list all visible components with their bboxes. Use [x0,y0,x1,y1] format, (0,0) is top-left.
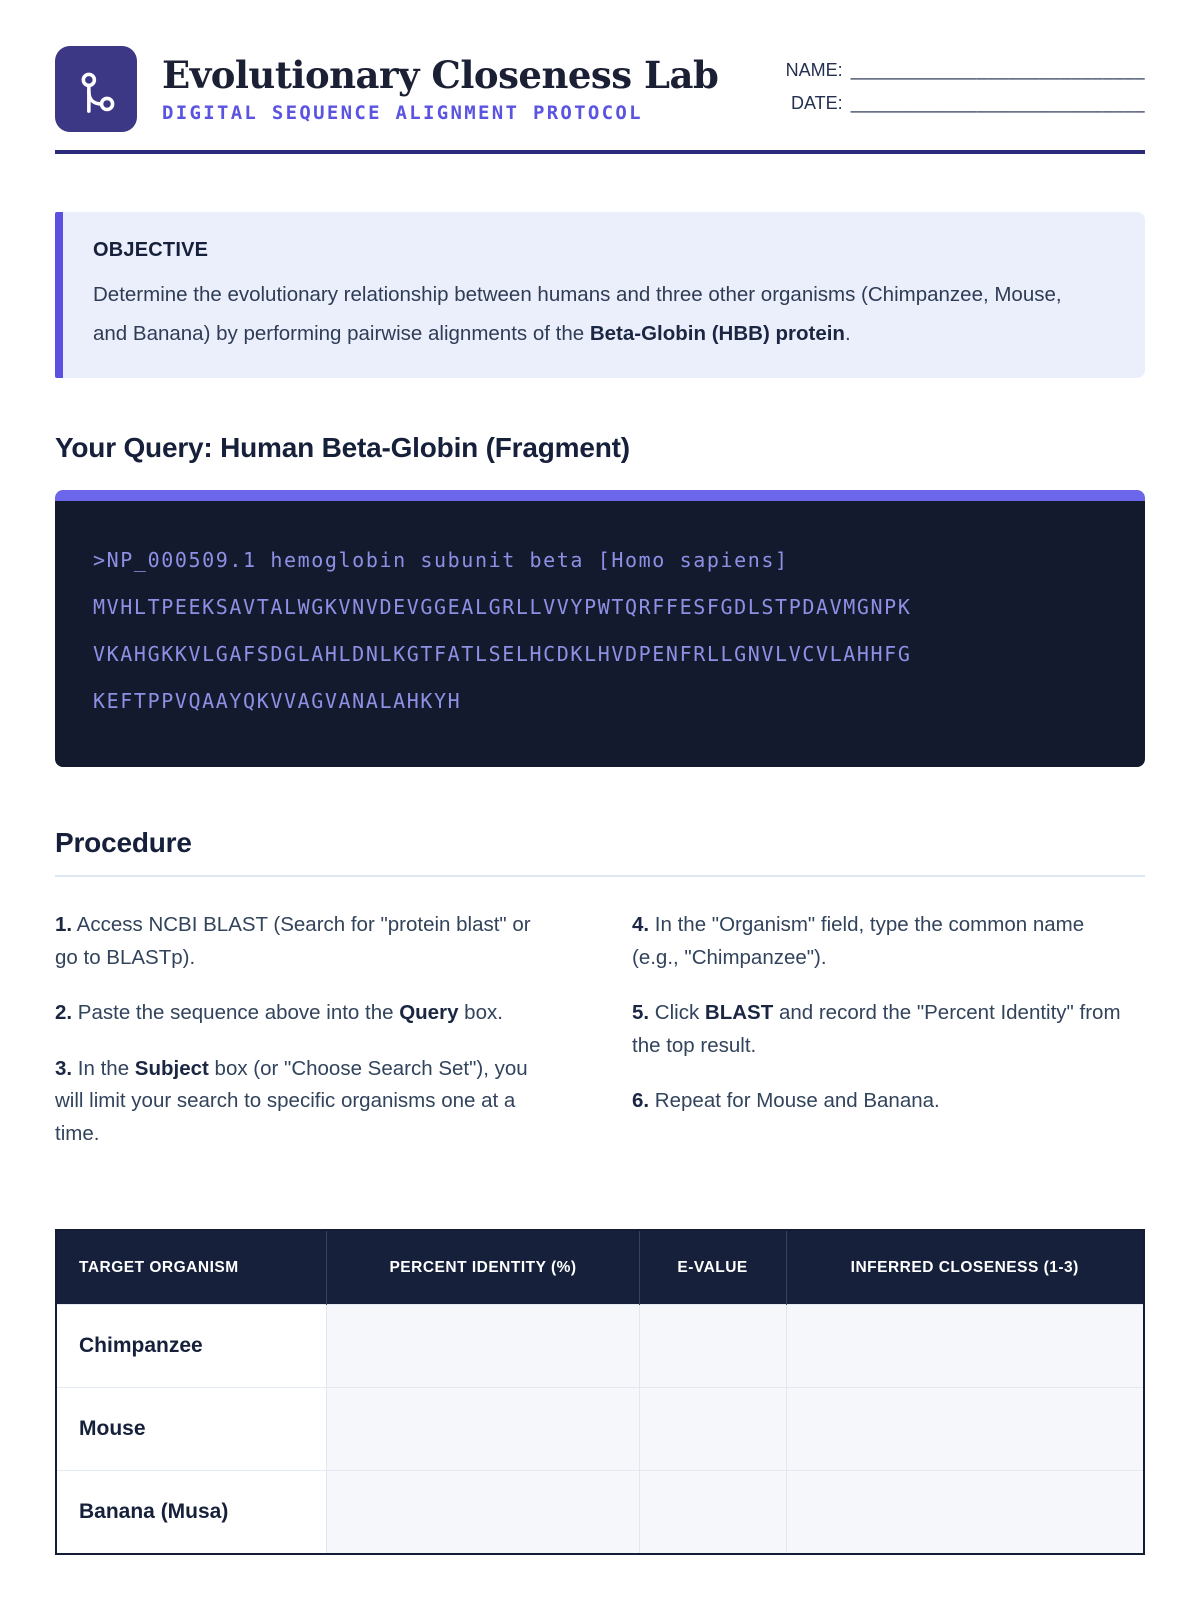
logo [55,46,137,132]
sequence-block [55,490,1145,767]
objective-heading: OBJECTIVE [93,239,209,261]
step-text: Repeat for Mouse and Banana. [649,1089,940,1112]
step-text: Paste the sequence above into the [72,1001,400,1024]
table-row-chimpanzee [56,1305,1144,1388]
organism-cell: Mouse [56,1388,327,1471]
step-number: 6. [632,1089,650,1112]
objective-text-bold: Beta-Globin (HBB) protein [589,322,845,345]
procedure-step-3 [55,1053,545,1151]
step-text-bold: BLAST [704,1001,774,1024]
sequence-line: MVHLTPEEKSAVTALWGKVNVDEVGGEALGRLLVVYPWTQRFFESFGDLSTPDAVMGNPK [93,595,912,619]
organism-cell: Banana (Musa) [56,1471,327,1555]
name-field [786,60,1145,81]
results-table [55,1229,1145,1555]
date-label: DATE: [791,93,843,113]
objective-text-suffix: . [844,322,851,345]
sequence-line: VKAHGKKVLGAFSDGLAHLDNLKGTFATLSELHCDKLHVDPENFRLLGNVLVCVLAHHFG [93,642,912,666]
percent-identity-cell [327,1471,639,1555]
phylogeny-branch-icon [70,62,122,116]
procedure-heading: Procedure [55,827,1145,877]
step-text: box. [458,1001,503,1024]
name-date-block [786,46,1145,126]
column-header-percent-identity: PERCENT IDENTITY (%) [327,1230,639,1305]
title-block [162,52,719,124]
date-field [786,93,1145,114]
e-value-cell [639,1471,786,1555]
procedure-step-4 [632,909,1122,974]
organism-cell: Chimpanzee [56,1305,327,1388]
code-body [55,501,1145,767]
code-accent-bar [55,490,1145,501]
step-text-bold: Query [399,1001,459,1024]
objective-text-prefix: Determine the evolutionary relationship between humans and three other organisms (Chimpanzee, Mouse, and Banana) by performing pairwise alignments of the [93,283,1062,345]
step-number: 5. [632,1001,650,1024]
inferred-closeness-cell [786,1388,1144,1471]
step-text: Access NCBI BLAST (Search for "protein blast" or go to BLASTp). [55,913,531,969]
header-branding [55,46,718,132]
objective-box [55,212,1145,378]
percent-identity-cell [327,1305,639,1388]
inferred-closeness-cell [786,1471,1144,1555]
fasta-header-line: >NP_000509.1 hemoglobin subunit beta [Homo sapiens] [93,548,789,572]
table-header-row [56,1230,1144,1305]
steps-column-right [632,909,1145,1173]
page-title: Evolutionary Closeness Lab [162,52,719,97]
date-blank-line: ____________________________ [850,93,1145,113]
step-text: box (or "Choose Search Set"), you will limit your search to specific organisms one at a time. [55,1056,528,1145]
procedure-step-6 [632,1085,1122,1118]
step-text: and record the "Percent Identity" from the top result. [632,1001,1121,1057]
step-number: 4. [632,913,650,936]
step-text: In the [72,1056,135,1080]
page-subtitle: DIGITAL SEQUENCE ALIGNMENT PROTOCOL [162,101,643,124]
procedure-step-1 [55,909,545,974]
header-divider [55,150,1145,154]
percent-identity-cell [327,1388,639,1471]
step-text-bold: Subject [134,1056,209,1080]
step-text: Click [649,1001,705,1024]
column-header-inferred-closeness: INFERRED CLOSENESS (1-3) [786,1230,1144,1305]
procedure-steps [55,909,1145,1173]
inferred-closeness-cell [786,1305,1144,1388]
table-row-mouse [56,1388,1144,1471]
procedure-step-2 [55,997,545,1030]
step-text: In the "Organism" field, type the common name (e.g., "Chimpanzee"). [632,913,1085,969]
objective-text [93,275,1083,353]
step-number: 2. [55,1001,73,1024]
header [55,46,1145,132]
step-number: 1. [55,913,73,936]
e-value-cell [639,1388,786,1471]
step-number: 3. [55,1056,73,1080]
name-blank-line: ____________________________ [850,60,1145,80]
query-heading: Your Query: Human Beta-Globin (Fragment) [55,432,630,463]
column-header-e-value: E-VALUE [639,1230,786,1305]
procedure-step-5 [632,997,1122,1062]
sequence-line: KEFTPPVQAAYQKVVAGVANALAHKYH [93,689,462,713]
table-row-banana [56,1471,1144,1555]
column-header-target-organism: TARGET ORGANISM [56,1230,327,1305]
name-label: NAME: [785,60,843,80]
e-value-cell [639,1305,786,1388]
steps-column-left [55,909,568,1173]
